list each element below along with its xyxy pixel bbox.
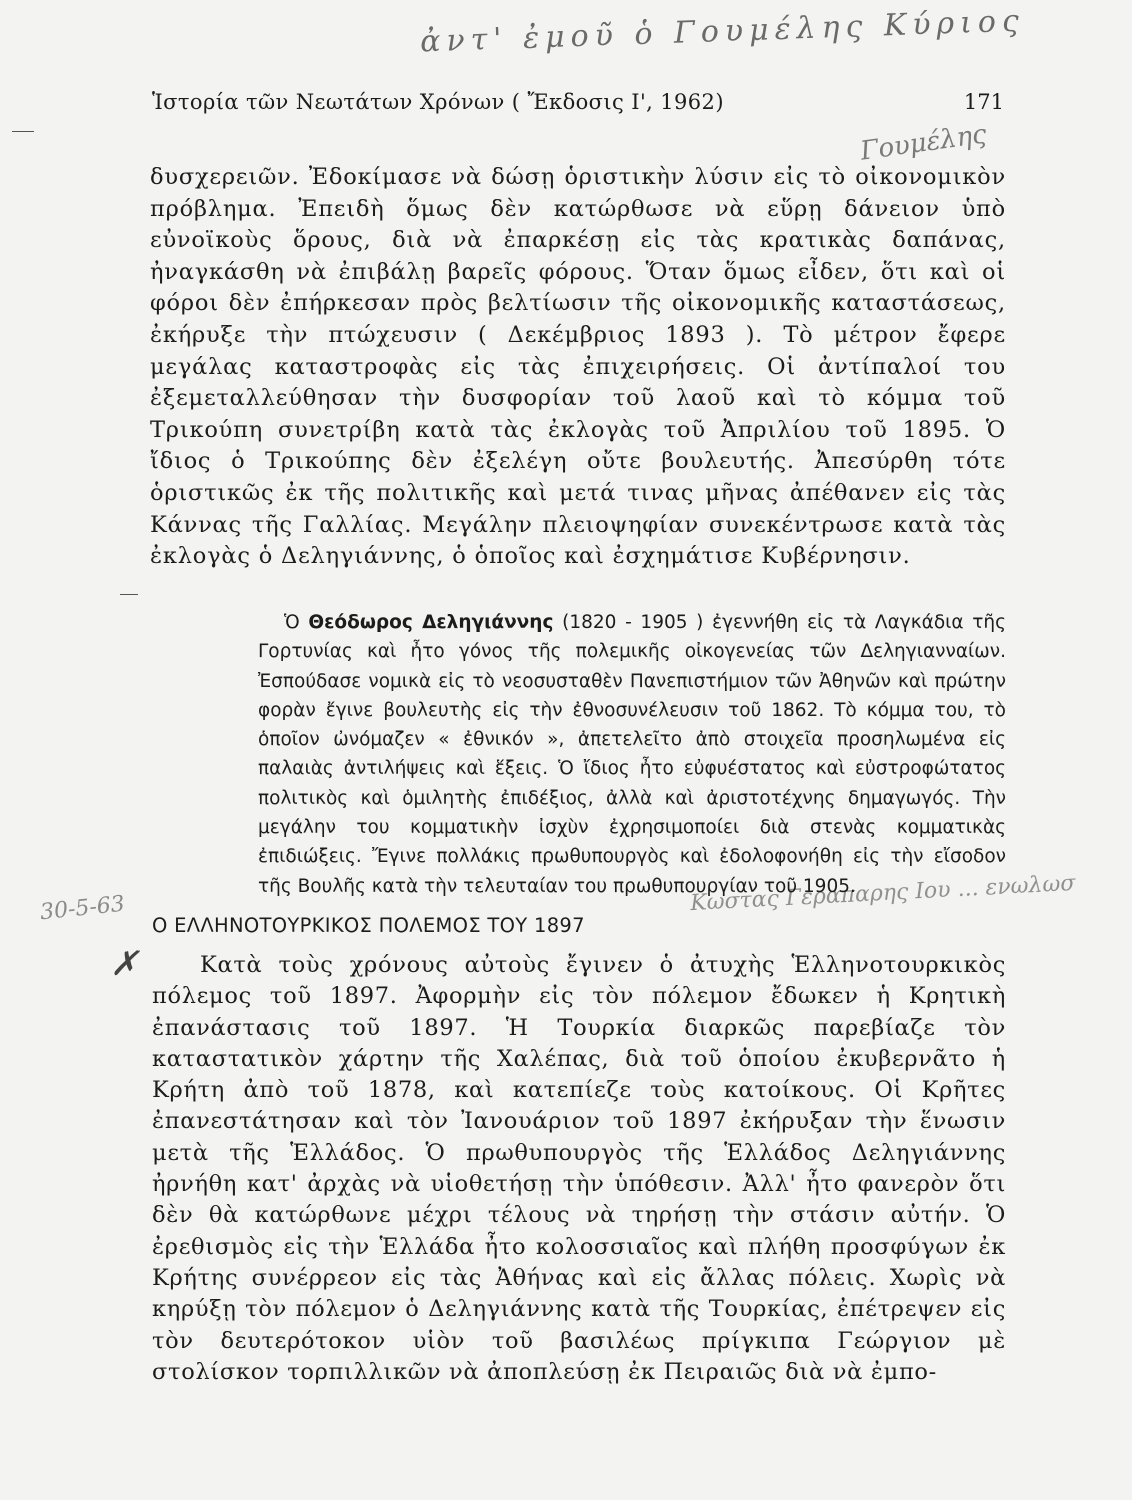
bio-article: Ὁ [284,612,300,633]
body-paragraph: Κατὰ τοὺς χρόνους αὐτοὺς ἔγινεν ὁ ἀτυχὴς Ἑλληνοτουρκικὸς πόλεμος τοῦ 1897. Ἀφορμὴν εἰς τὸν πόλεμον ἔδωκεν ἡ Κρητικὴ ἐπανάστασις τοῦ 1897. Ἡ Τουρκία διαρκῶς παρεβίαζε τὸν καταστατικὸν χάρτην τῆς Χαλέπας, διὰ τοῦ ὁποίου ἐκυβερνᾶτο ἡ Κρήτη ἀπὸ τοῦ 1878, καὶ κατεπίεζε τοὺς κατοίκους. Οἱ Κρῆτες ἐπανεστάτησαν καὶ τὸν Ἰανουάριον τοῦ 1897 ἐκήρυξαν τὴν ἕνωσιν μετὰ τῆς Ἑλλάδος. Ὁ πρωθυπουργὸς τῆς Ἑλλάδος Δεληγιάννης ἠρνήθη κατ' ἀρχὰς νὰ υἱοθετήσῃ τὴν ὑπόθεσιν. Ἀλλ' ἦτο φανερὸν ὅτι δὲν θὰ κατώρθωνε μέχρι τέλους νὰ τηρήσῃ τὴν στάσιν αὐτήν. Ὁ ἐρεθισμὸς εἰς τὴν Ἑλλάδα ἦτο κολοσσιαῖος καὶ πλήθη προσφύγων ἐκ Κρήτης συνέρρεον εἰς τὰς Ἀθήνας καὶ εἰς ἄλλας πόλεις. Χωρὶς νὰ κηρύξῃ τὸν πόλεμον ὁ Δεληγιάννης κατὰ τῆς Τουρκίας, ἐπέτρεψεν εἰς τὸν δευτερότοκον υἱὸν τοῦ βασιλέως πρίγκιπα Γεώργιον μὲ στολίσκον τορπιλλικῶν νὰ ἀποπλεύσῃ ἐκ Πειραιῶς διὰ νὰ ἐμπο- [152,952,1006,1385]
bio-text: (1820 - 1905 ) ἐγεννήθη εἰς τὰ Λαγκάδια τῆς Γορτυνίας καὶ ἦτο γόνος τῆς πολεμικῆς οἰκογενείας τῶν Δεληγιανναίων. Ἐσπούδασε νομικὰ εἰς τὸ νεοσυσταθὲν Πανεπιστήμιον τῶν Ἀθηνῶν καὶ πρώτην φορὰν ἔγινε βουλευτὴς εἰς τὴν ἐθνοσυνέλευσιν τοῦ 1862. Τὸ κόμμα του, τὸ ὁποῖον ὠνόμαζεν « ἐθνικόν », ἀπετελεῖτο ἀπὸ στοιχεῖα προσηλωμένα εἰς παλαιὰς ἀντιλήψεις καὶ ἕξεις. Ὁ ἴδιος ἦτο εὐφυέστατος καὶ εὐστροφώτατος πολιτικὸς καὶ ὁμιλητὴς ἐπιδέξιος, ἀλλὰ καὶ ἀριστοτέχνης δημαγωγός. Τὴν μεγάλην του κομματικὴν ἰσχὺν ἐχρησιμοποίει διὰ στενὰς κομματικὰς ἐπιδιώξεις. Ἔγινε πολλάκις πρωθυπουργὸς καὶ ἐδολοφονήθη εἰς τὴν εἴσοδον τῆς Βουλῆς κατὰ τὴν τελευταίαν του πρωθυπουργίαν τοῦ 1905. [258,612,1006,897]
margin-rule [12,131,34,132]
bio-name: Θεόδωρος Δεληγιάννης [308,612,554,633]
handwritten-annotation-top: ἀντ' ἐμοῦ ὁ Γουμέλης Κύριος [419,3,1026,60]
handwritten-mark: ✗ [110,944,139,984]
biography-note [258,608,1006,901]
handwritten-note: Κωστας Γεραπαρης Ιου ... ενωλωσ [689,870,1077,917]
section-heading: Ο ΕΛΛΗΝΟΤΟΥΡΚΙΚΟΣ ΠΟΛΕΜΟΣ ΤΟΥ 1897 [152,914,585,937]
running-title: Ἱστορία τῶν Νεωτάτων Χρόνων ( Ἔκδοσις Ι', 1962) [152,90,724,114]
handwritten-annotation-margin: Γουμέλης [858,119,989,167]
body-paragraph: δυσχερειῶν. Ἐδοκίμασε νὰ δώσῃ ὁριστικὴν λύσιν εἰς τὸ οἰκονομικὸν πρόβλημα. Ἐπειδὴ ὅμως δὲν κατώρθωσε νὰ εὕρῃ δάνειον ὑπὸ εὐνοϊκοὺς ὅρους, διὰ νὰ ἐπαρκέσῃ εἰς τὰς κρατικὰς δαπάνας, ἠναγκάσθη νὰ ἐπιβάλῃ βαρεῖς φόρους. Ὅταν ὅμως εἶδεν, ὅτι καὶ οἱ φόροι δὲν ἐπήρκεσαν πρὸς βελτίωσιν τῆς οἰκονομικῆς καταστάσεως, ἐκήρυξε τὴν πτώχευσιν ( Δεκέμβριος 1893 ). Τὸ μέτρον ἔφερε μεγάλας καταστροφὰς εἰς τὰς ἐπιχειρήσεις. Οἱ ἀντίπαλοί του ἐξεμεταλλεύθησαν τὴν δυσφορίαν τοῦ λαοῦ καὶ τὸ κόμμα τοῦ Τρικούπη συνετρίβη κατὰ τὰς ἐκλογὰς τοῦ Ἀπριλίου τοῦ 1895. Ὁ ἴδιος ὁ Τρικούπης δὲν ἐξελέγη οὔτε βουλευτής. Ἀπεσύρθη τότε ὁριστικῶς ἐκ τῆς πολιτικῆς καὶ μετά τινας μῆνας ἀπέθανεν εἰς τὰς Κάννας τῆς Γαλλίας. Μεγάλην πλειοψηφίαν συνεκέντρωσε κατὰ τὰς ἐκλογὰς ὁ Δεληγιάννης, ὁ ὁποῖος καὶ ἐσχημάτισε Κυβέρνησιν. [150,164,1006,570]
margin-rule [120,594,138,595]
handwritten-date: 30-5-63 [38,891,126,926]
page-header [152,90,1004,126]
page-number: 171 [963,90,1004,114]
